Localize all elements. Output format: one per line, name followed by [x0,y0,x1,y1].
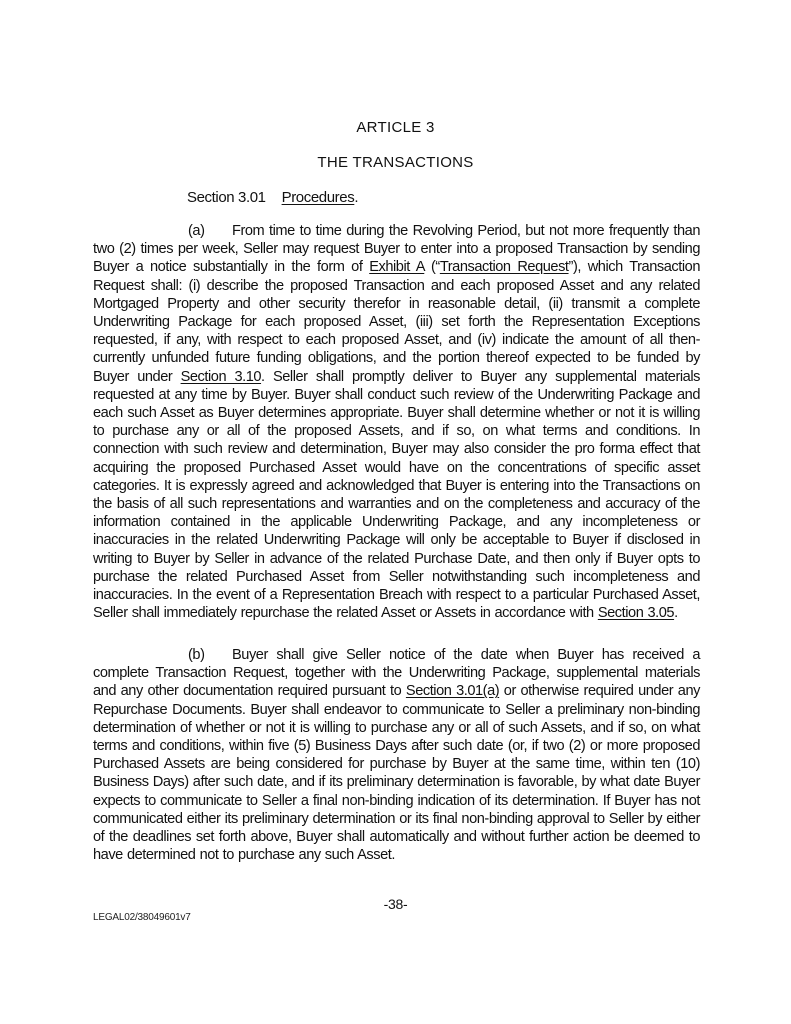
section-title: Procedures [281,189,355,206]
paragraph-a-label: (a) [188,223,205,239]
article-heading: ARTICLE 3 [356,119,435,136]
document-id: LEGAL02/38049601v7 [93,912,191,923]
section-3-01a-link[interactable]: Section 3.01(a) [405,683,500,700]
defined-term-transaction-request: Transaction Request [439,259,569,276]
exhibit-a-link[interactable]: Exhibit A [369,259,425,276]
paragraph-a: (a) From time to time during the Revolving Period, but not more frequently than two (2) times per week, Seller may request Buyer to enter into a proposed Transaction by sending Buyer a notice substantially in the form of Exhibit A (“Transaction Request”), which Transaction Request shall: (i) describe the proposed Transaction and each proposed Asset and any related Mortgaged Property and other security therefor in reasonable detail, (ii) transmit a complete Underwriting Package for each proposed Asset, (iii) set forth the Representation Exceptions requested, if any, with respect to each proposed Asset, and (iv) indicate the amount of all then-currently unfunded future funding obligations, and the portion thereof expected to be funded by Buyer under Section 3.10. Seller shall promptly deliver to Buyer any supplemental materials requested at any time by Buyer. Buyer shall conduct such review of the Underwriting Package and each such Asset as Buyer determines appropriate. Buyer shall determine whether or not it is willing to purchase any or all of the proposed Assets, and if so, on what terms and conditions. In connection with such review and determination, Buyer may also consider the pro forma effect that acquiring the proposed Purchased Asset would have on the concentrations of specific asset categories. It is expressly agreed and acknowledged that Buyer is entering into the Transactions on the basis of all such representations and warranties and on the completeness and accuracy of the information contained in the applicable Underwriting Package, and any incompleteness or inaccuracies in the related Underwriting Package will only be acceptable to Buyer if disclosed in writing to Buyer by Seller in advance of the related Purchase Date, and then only if Buyer opts to purchase the related Purchased Asset from Seller notwithstanding such incompleteness and inaccuracies. In the event of a Representation Breach with respect to a particular Purchased Asset, Seller shall immediately repurchase the related Asset or Assets in accordance with Section 3.05. [93,223,700,622]
section-3-10-link[interactable]: Section 3.10 [180,368,262,385]
section-title-period: . [354,189,359,206]
page-number: -38- [383,896,408,912]
paragraph-b-label: (b) [188,647,205,663]
section-3-05-link[interactable]: Section 3.05 [597,605,675,622]
article-title: THE TRANSACTIONS [317,154,474,171]
paragraph-b: (b) Buyer shall give Seller notice of the date when Buyer has received a complete Transaction Request, together with the Underwriting Package, supplemental materials and any other documentation required pursuant to Section 3.01(a) or otherwise required under any Repurchase Documents. Buyer shall endeavor to communicate to Seller a preliminary non-binding determination of whether or not it is willing to purchase any or all of such Assets, and if so, on what terms and conditions, within five (5) Business Days after such date (or, if two (2) or more proposed Purchased Assets are being considered for purchase by Buyer at the same time, within ten (10) Business Days) after such date, and if its preliminary determination is favorable, by what date Buyer expects to communicate to Seller a final non-binding indication of its determination. If Buyer has not communicated either its preliminary determination or its final non-binding approval to Seller by either of the deadlines set forth above, Buyer shall automatically and without further action be deemed to have determined not to purchase any such Asset. [93,647,700,864]
section-number: Section 3.01 [187,189,266,206]
section-heading [187,189,358,206]
